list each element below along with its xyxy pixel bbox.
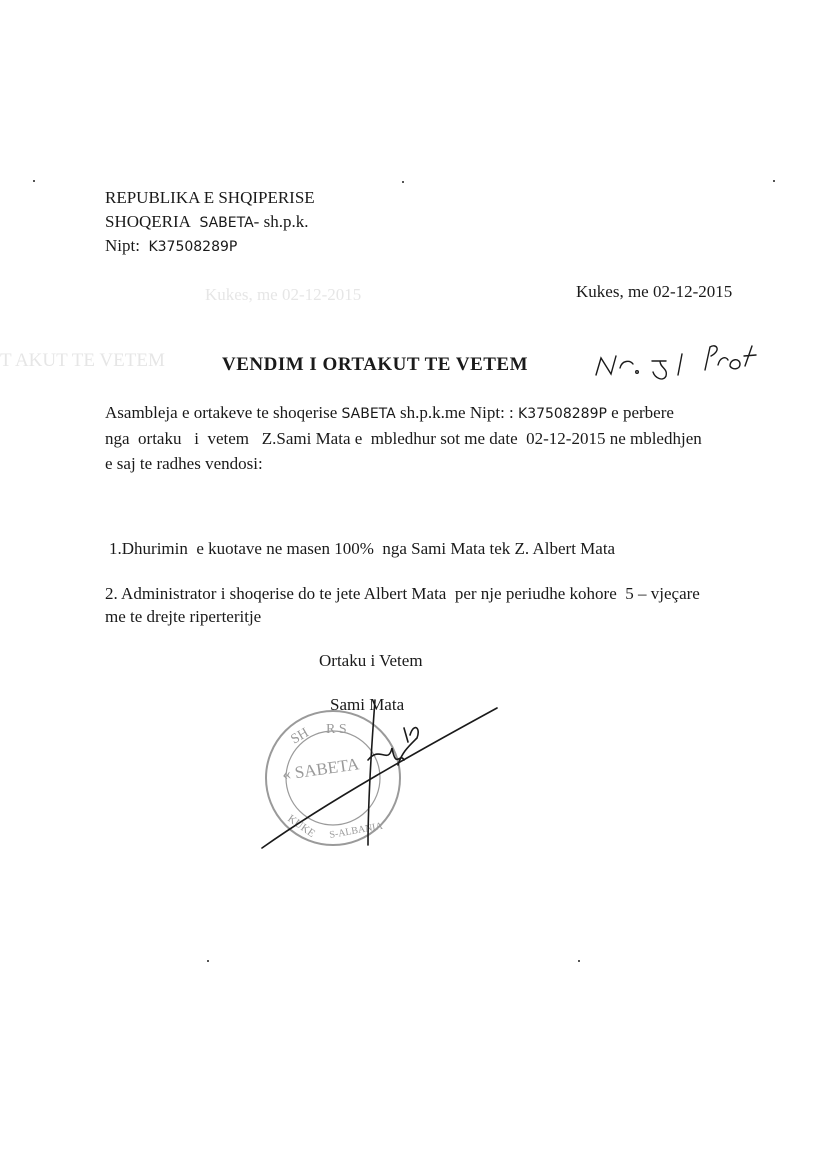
body-line-2: nga ortaku i vetem Z.Sami Mata e mbledhur sot me date 02-12-2015 ne mbledhjen	[105, 429, 702, 448]
svg-text:KUKE: KUKE	[285, 812, 318, 840]
body-line-1-c: e perbere	[611, 403, 674, 422]
decision-item-2: 2. Administrator i shoqerise do te jete Albert Mata per nje periudhe kohore 5 – vjeçare	[105, 584, 700, 603]
bleed-through-date: Kukes, me 02-12-2015	[205, 285, 362, 304]
body-line-1-b: sh.p.k.me Nipt: :	[399, 403, 514, 422]
decision-item-2-cont: me te drejte riperteritje	[105, 607, 262, 626]
body-nipt: K37508289P	[518, 406, 607, 422]
decision-item-1: 1.Dhurimin e kuotave ne masen 100% nga Sami Mata tek Z. Albert Mata	[109, 539, 616, 558]
signatory-name: Sami Mata	[330, 695, 405, 714]
nipt-label: Nipt:	[105, 236, 140, 255]
handwritten-reference	[596, 346, 756, 379]
signatory-role: Ortaku i Vetem	[319, 651, 423, 670]
bleed-through-title: T AKUT TE VETEM	[0, 350, 165, 371]
place-date: Kukes, me 02-12-2015	[576, 282, 733, 301]
body-line-3: e saj te radhes vendosi:	[105, 454, 263, 473]
body-company-name: SABETA	[341, 406, 396, 422]
company-prefix: SHOQERIA	[105, 212, 191, 231]
company-stamp	[266, 711, 400, 845]
company-name: SABETA	[199, 215, 254, 231]
body-line-1-a: Asambleja e ortakeve te shoqerise	[105, 403, 338, 422]
svg-text:« SABETA: « SABETA	[280, 754, 361, 784]
svg-text:S-ALBANIA: S-ALBANIA	[328, 820, 384, 841]
document-title: VENDIM I ORTAKUT TE VETEM	[222, 354, 529, 375]
svg-text:SH: SH	[288, 725, 312, 748]
svg-text:R S: R S	[326, 722, 347, 737]
company-suffix: - sh.p.k.	[253, 212, 309, 231]
country-heading: REPUBLIKA E SHQIPERISE	[105, 188, 315, 207]
nipt-value: K37508289P	[148, 239, 238, 255]
